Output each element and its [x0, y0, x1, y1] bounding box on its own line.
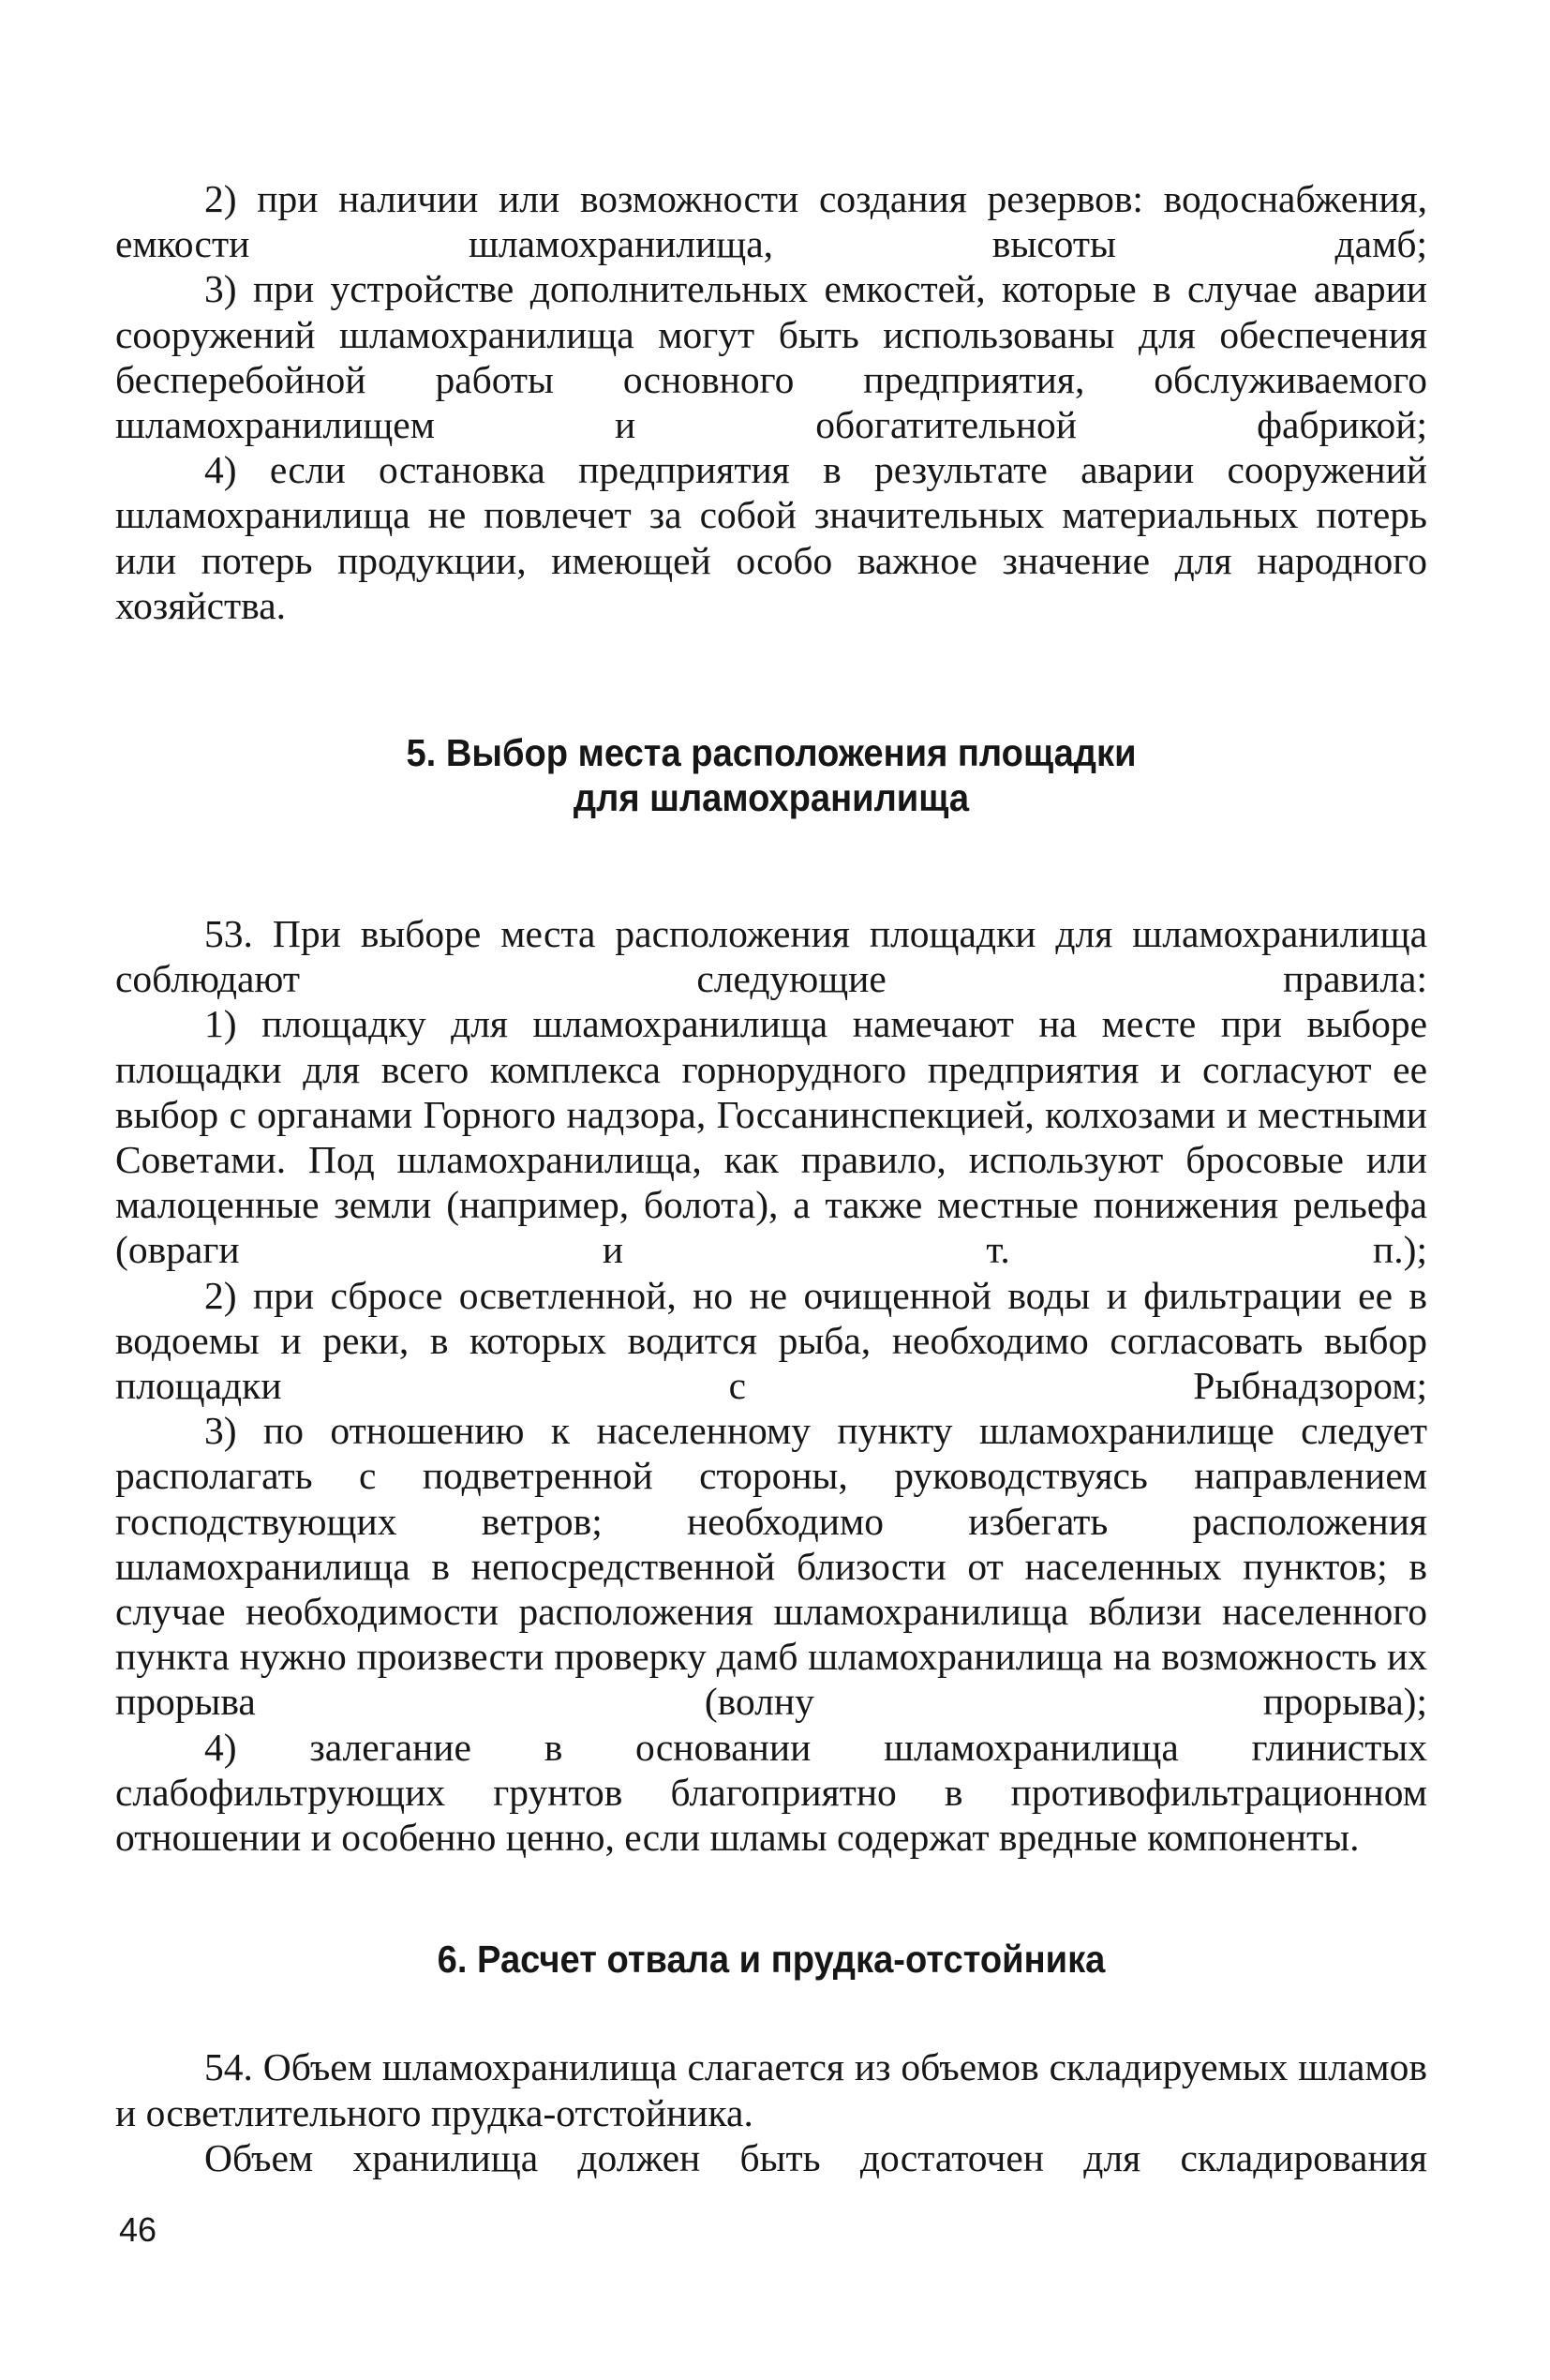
- section-5-heading-line-2: для шламохранилища: [573, 776, 970, 820]
- section-5-heading-line-1: 5. Выбор места расположения площадки: [406, 731, 1137, 775]
- paragraph-54: 54. Объем шламохранилища слагается из объемов складируемых шламов и осветлительного прудка-отстойника.: [115, 2045, 1427, 2134]
- section-6-heading: 6. Расчет отвала и прудка-отстойника: [437, 1938, 1106, 1982]
- paragraph-53-item-1: 1) площадку для шламохранилища намечают на месте при выборе площадки для всего комплекса горнорудного предприятия и согласуют ее выбор с органами Горного надзора, Госсанинспекцией, колхозами и местными Советами. Под шламохранилища, как правило, используют бросовые или малоценные земли (например, болота), а также местные понижения рельефа (овраги и т. п.);: [115, 1002, 1427, 1272]
- paragraph-53: 53. При выборе места расположения площадки для шламохранилища соблюдают следующие правила:: [115, 912, 1427, 1001]
- paragraph-item-4: 4) если остановка предприятия в результате аварии сооружений шламохранилища не повлечет за собой значительных материальных потерь или потерь продукции, имеющей особо важное значение для народного хозяйства.: [115, 448, 1427, 627]
- page-number: 46: [119, 2210, 157, 2249]
- paragraph-item-3: 3) при устройстве дополнительных емкостей, которые в случае аварии сооружений шламохранилища могут быть использованы для обеспечения бесперебойной работы основного предприятия, обслуживаемого шламохранилищем и обогатительной фабрикой;: [115, 267, 1427, 447]
- page-text: [115, 176, 1427, 2180]
- paragraph-item-2: 2) при наличии или возможности создания резервов: водоснабжения, емкости шламохранилища, высоты дамб;: [115, 177, 1427, 266]
- paragraph-storage-volume: Объем хранилища должен быть достаточен для складирования: [204, 2135, 1427, 2179]
- paragraph-53-item-3: 3) по отношению к населенному пункту шламохранилище следует располагать с подветренной стороны, руководствуясь направлением господствующих ветров; необходимо избегать расположения шламохранилища в непосредственной близости от населенных пунктов; в случае необходимости расположения шламохранилища вблизи населенного пункта нужно произвести проверку дамб шламохранилища на возможность их прорыва (волну прорыва);: [115, 1409, 1427, 1724]
- paragraph-53-item-2: 2) при сбросе осветленной, но не очищенной воды и фильтрации ее в водоемы и реки, в которых водится рыба, необходимо согласовать выбор площадки с Рыбнадзором;: [115, 1273, 1427, 1408]
- paragraph-53-item-4: 4) залегание в основании шламохранилища глинистых слабофильтрующих грунтов благоприятно в противофильтрационном отношении и особенно ценно, если шламы содержат вредные компоненты.: [115, 1725, 1427, 1860]
